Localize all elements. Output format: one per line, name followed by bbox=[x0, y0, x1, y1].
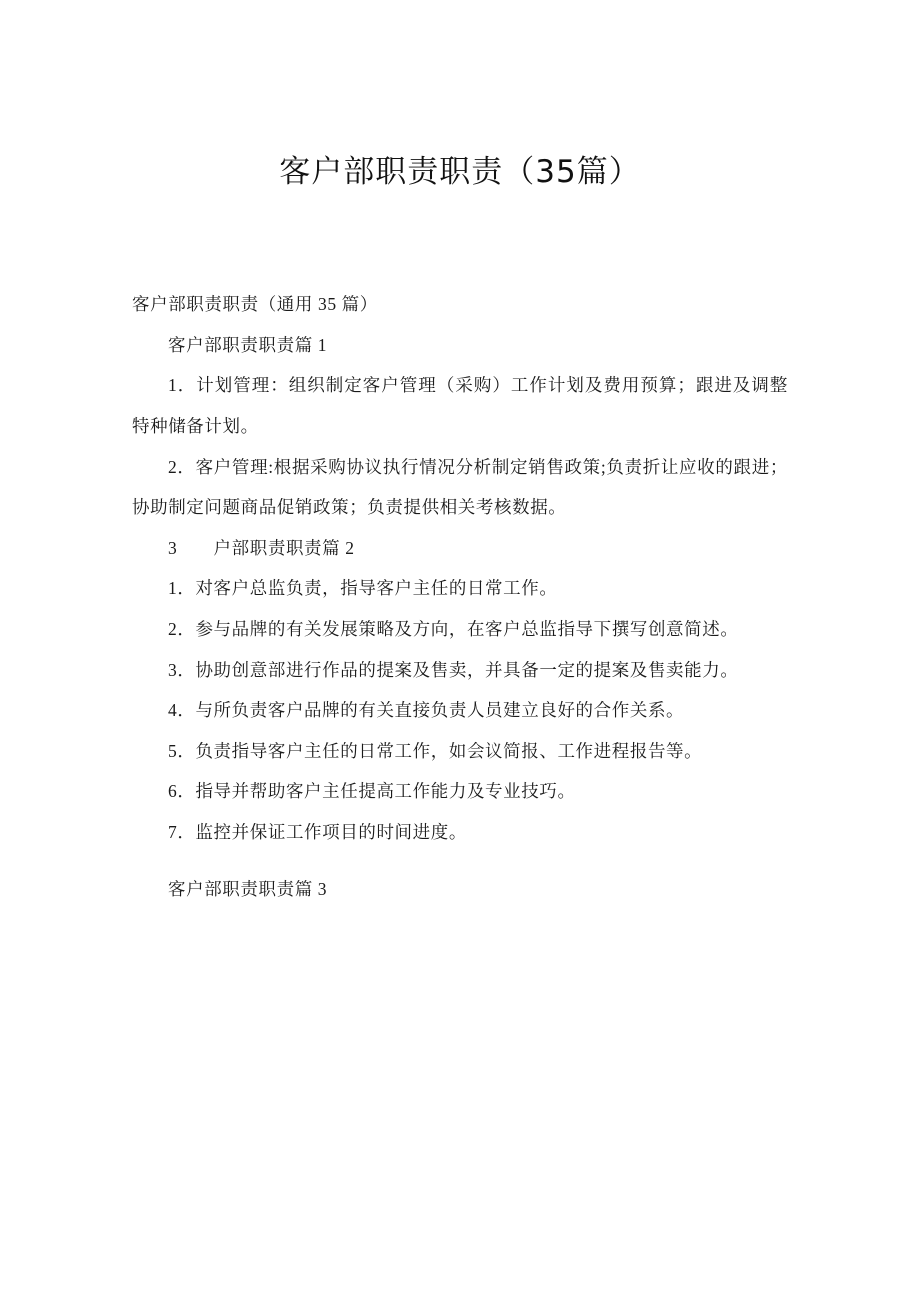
paragraph: 3．协助创意部进行作品的提案及售卖，并具备一定的提案及售卖能力。 bbox=[168, 659, 739, 680]
paragraph: 7．监控并保证工作项目的时间进度。 bbox=[168, 822, 467, 843]
section-heading-2: 3 户部职责职责篇 2 bbox=[168, 537, 355, 558]
document-subtitle: 客户部职责职责（通用 35 篇） bbox=[132, 294, 378, 315]
paragraph: 6．指导并帮助客户主任提高工作能力及专业技巧。 bbox=[168, 781, 576, 802]
document-body bbox=[132, 284, 788, 909]
paragraph: 4．与所负责客户品牌的有关直接负责人员建立良好的合作关系。 bbox=[168, 700, 685, 721]
section-heading-3: 客户部职责职责篇 3 bbox=[168, 878, 328, 899]
paragraph: 5．负责指导客户主任的日常工作，如会议简报、工作进程报告等。 bbox=[168, 740, 703, 761]
paragraph: 2．参与品牌的有关发展策略及方向，在客户总监指导下撰写创意简述。 bbox=[168, 619, 739, 640]
paragraph: 2．客户管理:根据采购协议执行情况分析制定销售政策;负责折让应收的跟进；协助制定问题商品促销政策；负责提供相关考核数据。 bbox=[132, 456, 788, 518]
paragraph: 1．对客户总监负责，指导客户主任的日常工作。 bbox=[168, 578, 558, 599]
section-heading-1: 客户部职责职责篇 1 bbox=[168, 334, 328, 355]
paragraph: 1．计划管理：组织制定客户管理（采购）工作计划及费用预算；跟进及调整特种储备计划。 bbox=[132, 375, 788, 437]
page-title: 客户部职责职责（35篇） bbox=[279, 154, 641, 190]
